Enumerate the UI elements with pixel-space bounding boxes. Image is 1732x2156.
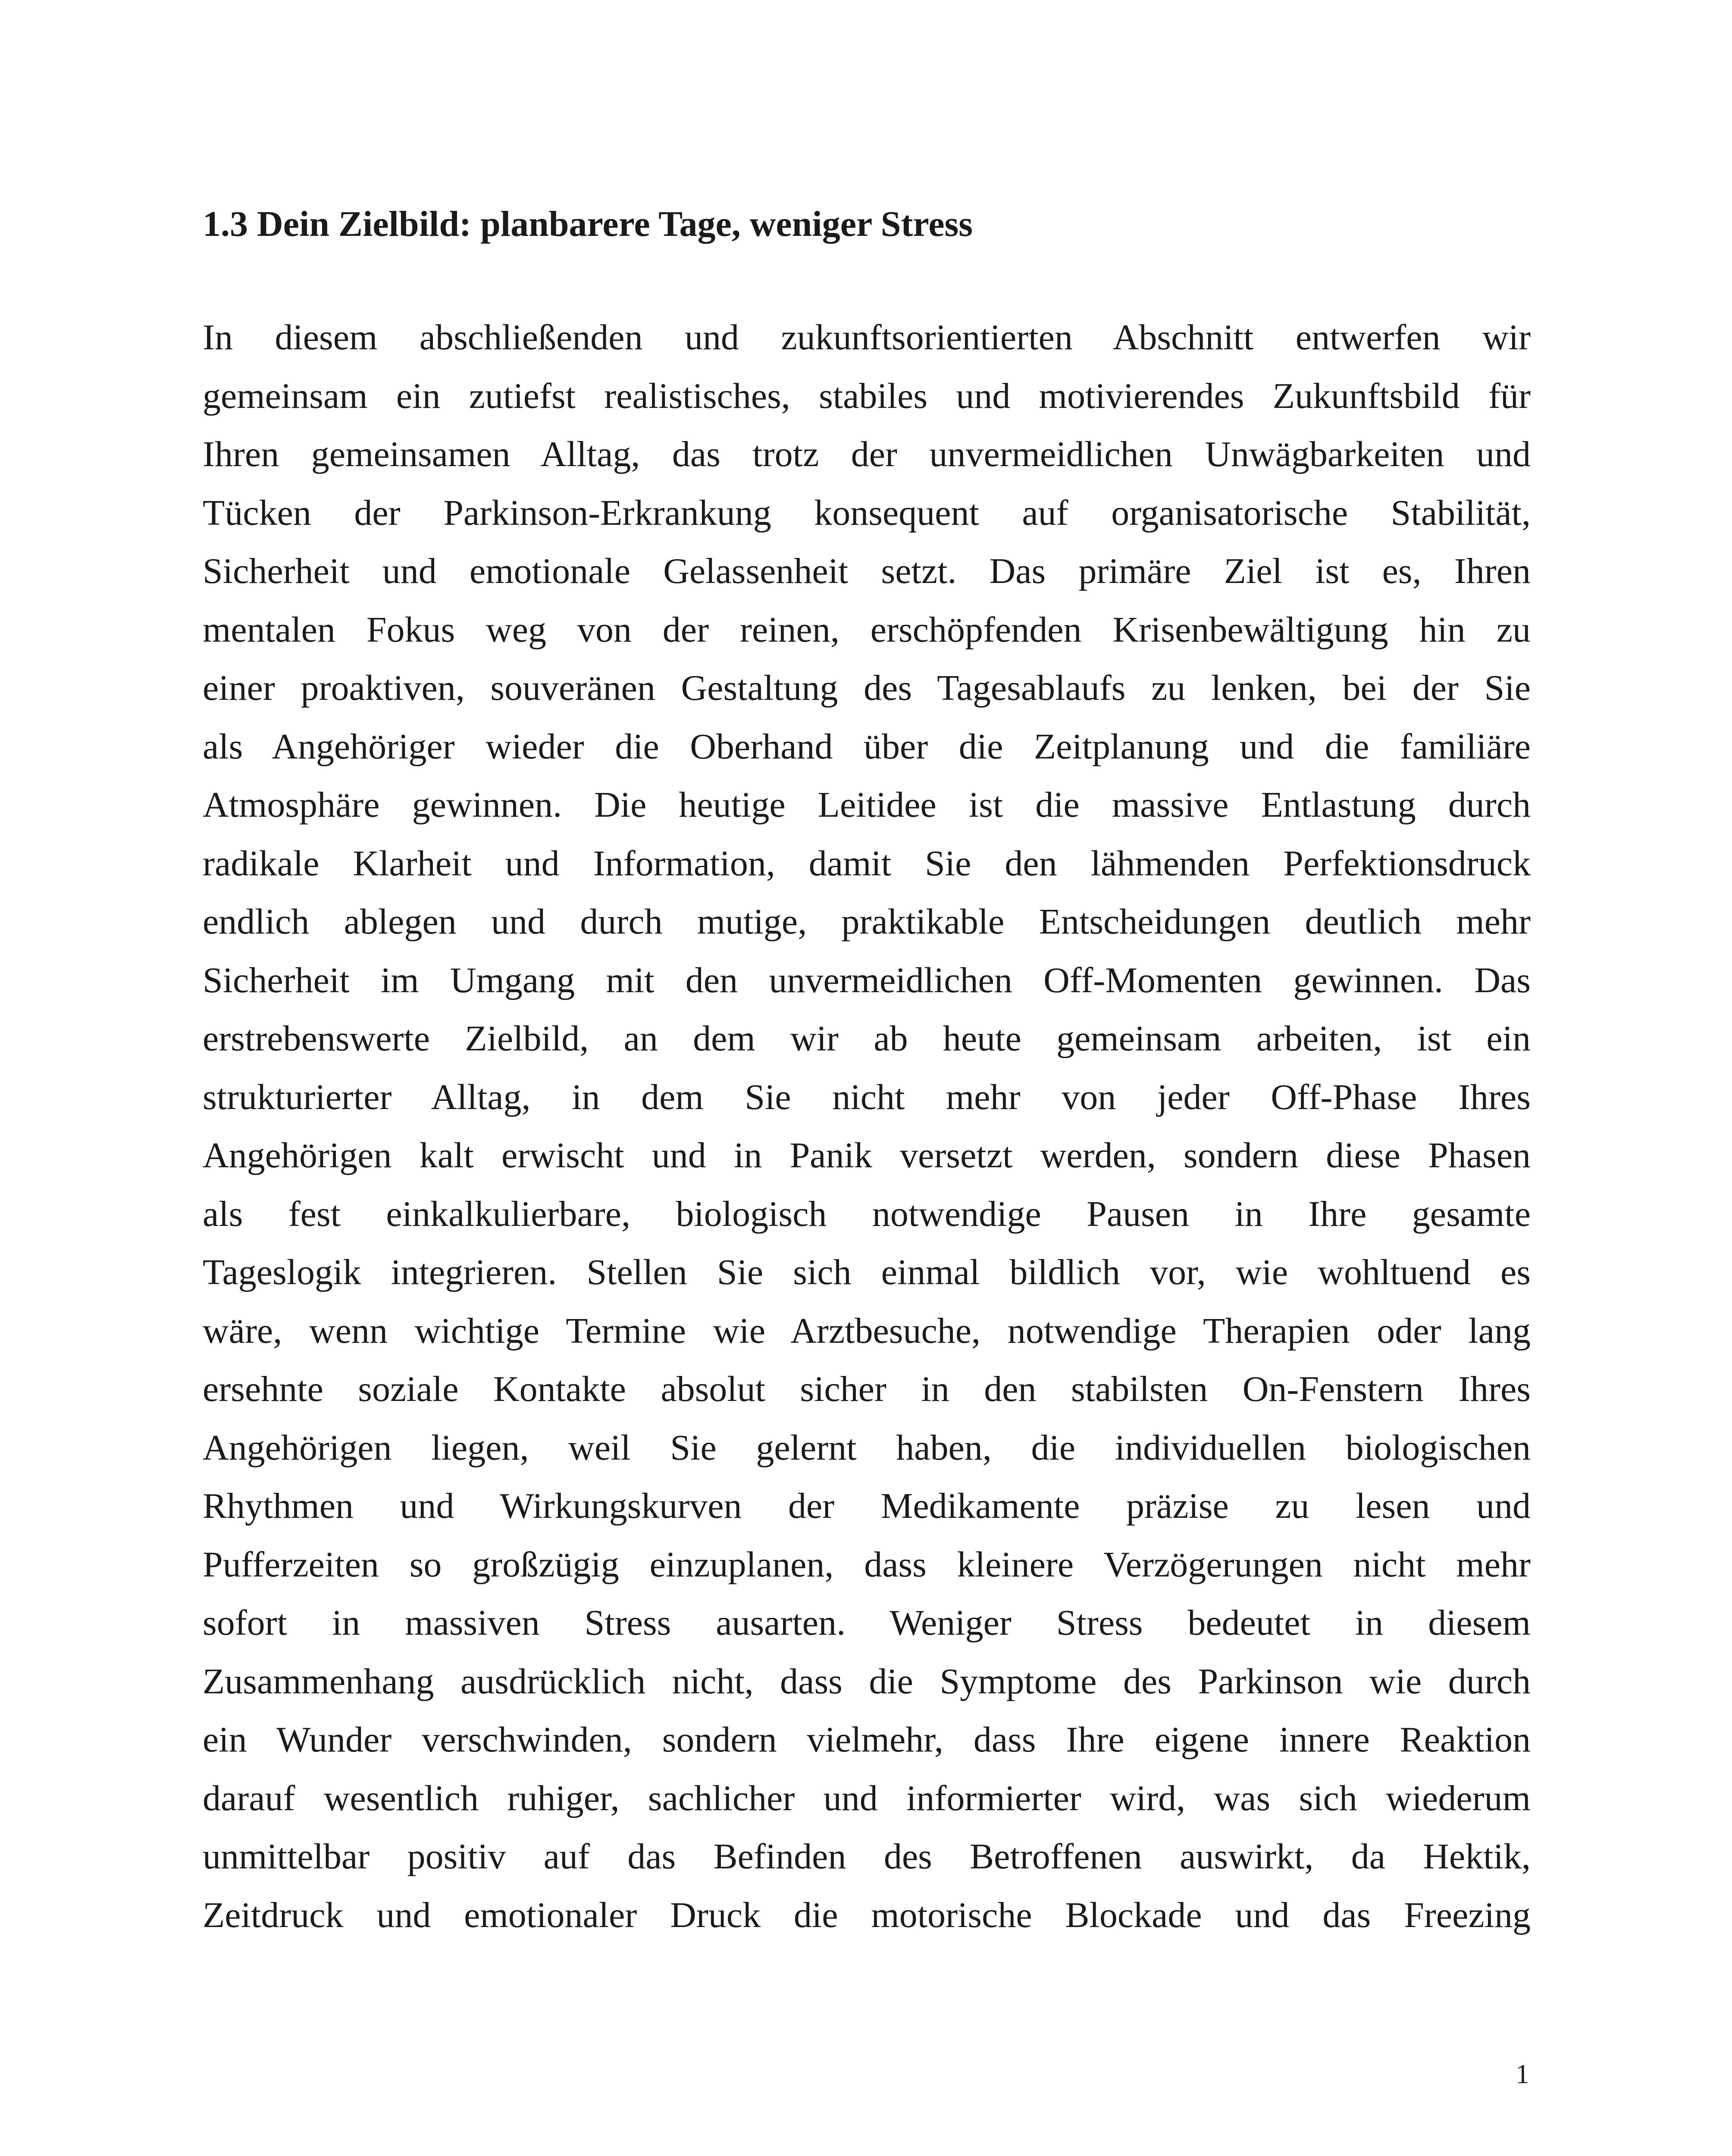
text-line: Angehörigen liegen, weil Sie gelernt haben, die individuellen biologischen bbox=[203, 1427, 1531, 1468]
text-line: In diesem abschließenden und zukunftsorientierten Abschnitt entwerfen wir bbox=[203, 317, 1531, 357]
text-line: Angehörigen kalt erwischt und in Panik versetzt werden, sondern diese Phasen bbox=[203, 1135, 1531, 1175]
text-line: endlich ablegen und durch mutige, praktikable Entscheidungen deutlich mehr bbox=[203, 902, 1531, 942]
text-line: mentalen Fokus weg von der reinen, erschöpfenden Krisenbewältigung hin zu bbox=[203, 609, 1531, 650]
section-heading: 1.3 Dein Zielbild: planbarere Tage, weniger Stress bbox=[203, 204, 973, 244]
text-line: ein Wunder verschwinden, sondern vielmehr, dass Ihre eigene innere Reaktion bbox=[203, 1720, 1531, 1760]
text-line: Ihren gemeinsamen Alltag, das trotz der unvermeidlichen Unwägbarkeiten und bbox=[203, 434, 1531, 474]
text-line: strukturierter Alltag, in dem Sie nicht mehr von jeder Off-Phase Ihres bbox=[203, 1077, 1531, 1117]
text-line: wäre, wenn wichtige Termine wie Arztbesuche, notwendige Therapien oder lang bbox=[203, 1310, 1531, 1351]
text-line: Tageslogik integrieren. Stellen Sie sich einmal bildlich vor, wie wohltuend es bbox=[203, 1252, 1531, 1292]
text-line: Pufferzeiten so großzügig einzuplanen, dass kleinere Verzögerungen nicht mehr bbox=[203, 1544, 1531, 1585]
text-line: als Angehöriger wieder die Oberhand über die Zeitplanung und die familiäre bbox=[203, 726, 1531, 767]
text-line: Sicherheit im Umgang mit den unvermeidlichen Off-Momenten gewinnen. Das bbox=[203, 960, 1531, 1000]
text-line: darauf wesentlich ruhiger, sachlicher und informierter wird, was sich wiederum bbox=[203, 1778, 1531, 1818]
text-line: gemeinsam ein zutiefst realistisches, stabiles und motivierendes Zukunftsbild für bbox=[203, 376, 1531, 416]
text-line: ersehnte soziale Kontakte absolut sicher in den stabilsten On-Fenstern Ihres bbox=[203, 1369, 1531, 1409]
text-line: Sicherheit und emotionale Gelassenheit setzt. Das primäre Ziel ist es, Ihren bbox=[203, 551, 1531, 591]
text-line: Zeitdruck und emotionaler Druck die motorische Blockade und das Freezing bbox=[203, 1895, 1531, 1935]
text-line: unmittelbar positiv auf das Befinden des Betroffenen auswirkt, da Hektik, bbox=[203, 1836, 1531, 1877]
text-line: Tücken der Parkinson-Erkrankung konsequent auf organisatorische Stabilität, bbox=[203, 492, 1531, 533]
text-line: erstrebenswerte Zielbild, an dem wir ab heute gemeinsam arbeiten, ist ein bbox=[203, 1018, 1531, 1059]
text-line: sofort in massiven Stress ausarten. Weniger Stress bedeutet in diesem bbox=[203, 1603, 1531, 1643]
text-line: einer proaktiven, souveränen Gestaltung des Tagesablaufs zu lenken, bei der Sie bbox=[203, 668, 1531, 708]
body-paragraph bbox=[203, 308, 1531, 1944]
text-line: als fest einkalkulierbare, biologisch notwendige Pausen in Ihre gesamte bbox=[203, 1194, 1531, 1234]
text-line: Rhythmen und Wirkungskurven der Medikamente präzise zu lesen und bbox=[203, 1486, 1531, 1526]
page-number: 1 bbox=[1516, 2059, 1529, 2089]
text-line: radikale Klarheit und Information, damit Sie den lähmenden Perfektionsdruck bbox=[203, 843, 1531, 884]
text-line: Zusammenhang ausdrücklich nicht, dass die Symptome des Parkinson wie durch bbox=[203, 1661, 1531, 1702]
text-line: Atmosphäre gewinnen. Die heutige Leitidee ist die massive Entlastung durch bbox=[203, 785, 1531, 825]
